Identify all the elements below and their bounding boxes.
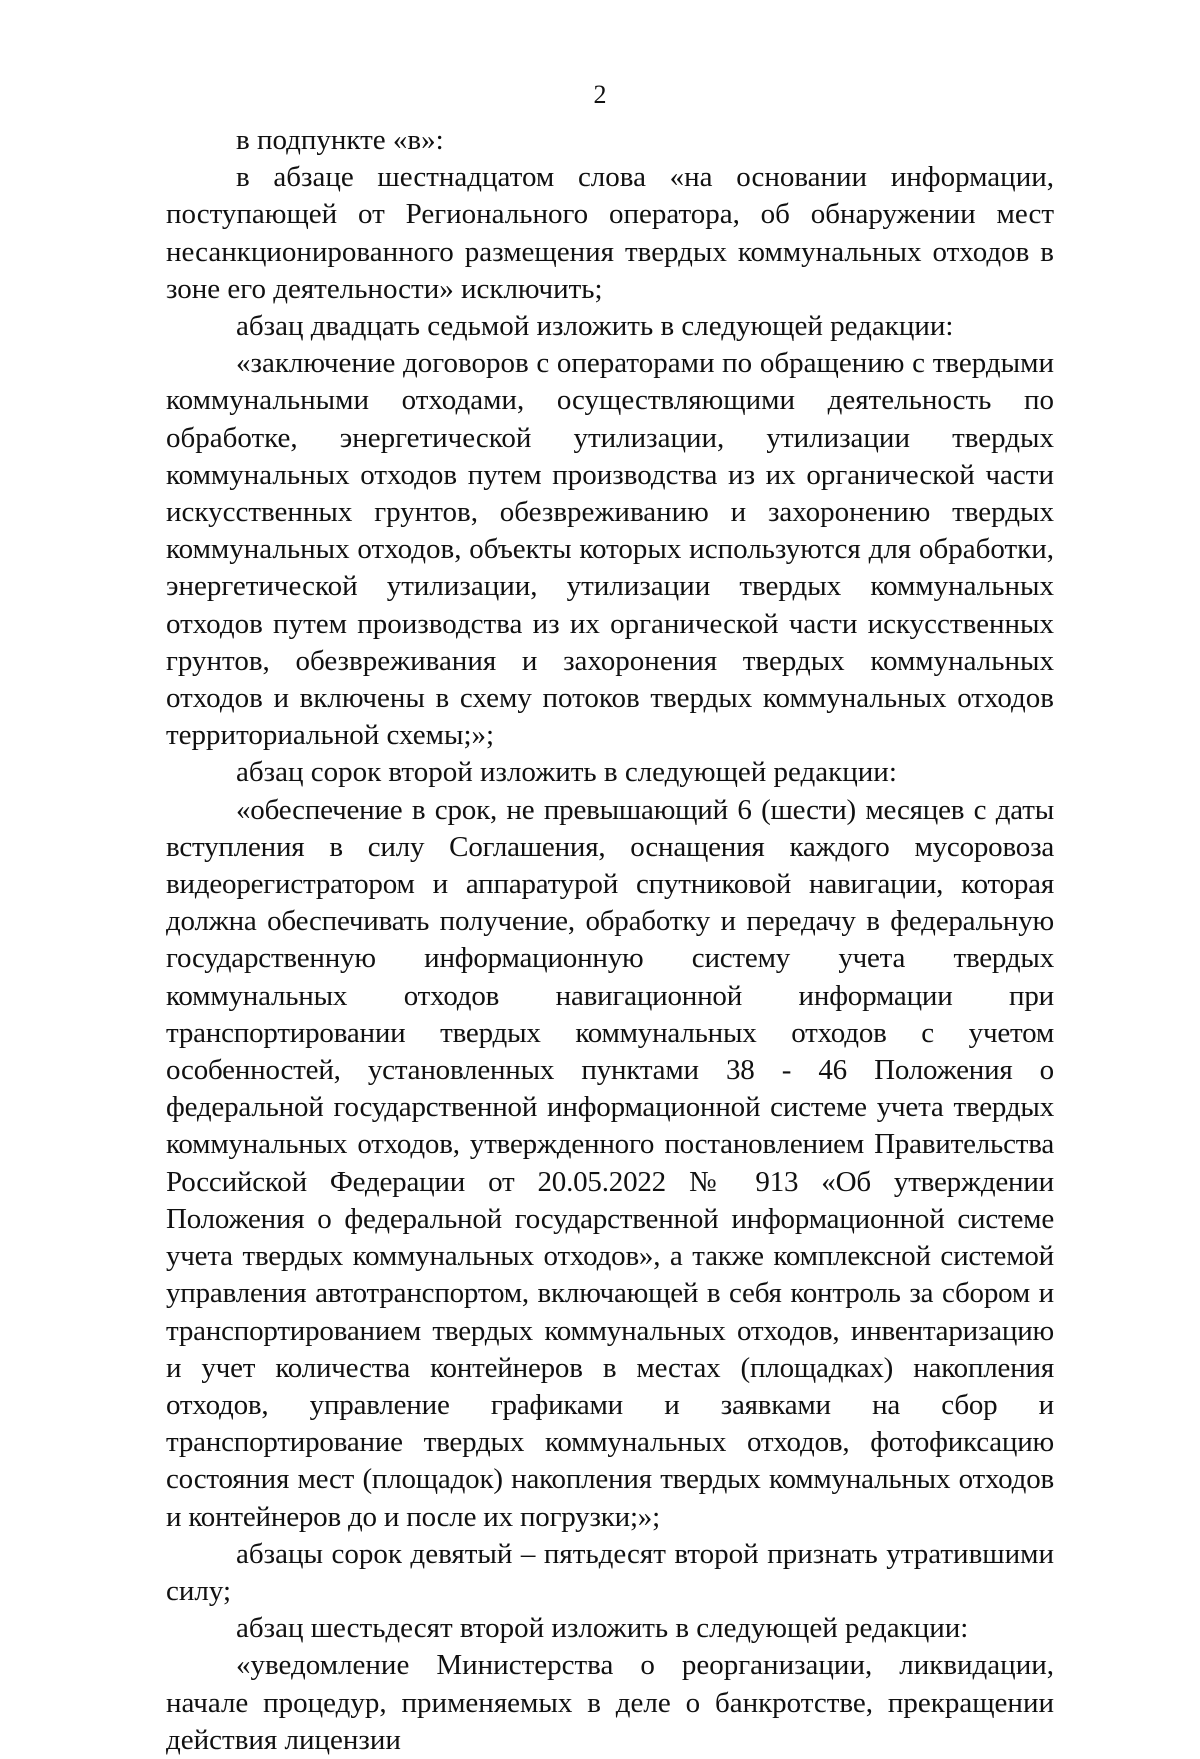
- paragraph-twenty-seventh-intro: абзац двадцать седьмой изложить в следующей редакции:: [236, 310, 954, 343]
- page-number: 2: [593, 80, 607, 109]
- document-body: [166, 122, 1054, 1759]
- paragraph-equipment-quote: «обеспечение в срок, не превышающий 6 (шести) месяцев с даты вступления в силу Соглашения, оснащения каждого мусоровоза видеорегистратором и аппаратурой спутниковой навигации, которая должна обеспечивать получение, обработку и передачу в федеральную государственную информационную систему учета твердых коммунальных отходов навигационной информации при транспортировании твердых коммунальных отходов с учетом особенностей, установленных пунктами 38 - 46 Положения о федеральной государственной информационной системе учета твердых коммунальных отходов, утвержденного постановлением Правительства Российской Федерации от 20.05.2022 № 913 «Об утверждении Положения о федеральной государственной информационной системе учета твердых коммунальных отходов», а также комплексной системой управления автотранспортом, включающей в себя контроль за сбором и транспортированием твердых коммунальных отходов, инвентаризацию и учет количества контейнеров в местах (площадках) накопления отходов, управление графиками и заявками на сбор и транспортирование твердых коммунальных отходов, фотофиксацию состояния мест (площадок) накопления твердых коммунальных отходов и контейнеров до и после их погрузки;»;: [166, 793, 1054, 1533]
- paragraph-sixteenth-abzac: в абзаце шестнадцатом слова «на основании информации, поступающей от Регионального оператора, об обнаружении мест несанкционированного размещения твердых коммунальных отходов в зоне его деятельности» исключить;: [166, 161, 1054, 305]
- paragraph-subpoint-v: в подпункте «в»:: [236, 124, 444, 156]
- paragraph-forty-second-intro: абзац сорок второй изложить в следующей редакции:: [236, 756, 897, 789]
- paragraph-contracts-quote: «заключение договоров с операторами по обращению с твердыми коммунальными отходами, осуществляющими деятельность по обработке, энергетической утилизации, утилизации твердых коммунальных отходов путем производства из их органической части искусственных грунтов, обезвреживанию и захоронению твердых коммунальных отходов, объекты которых используются для обработки, энергетической утилизации, утилизации твердых коммунальных отходов путем производства из их органической части искусственных грунтов, обезвреживания и захоронения твердых коммунальных отходов и включены в схему потоков твердых коммунальных отходов территориальной схемы;»;: [166, 347, 1054, 752]
- paragraph-sixty-second-intro: абзац шестьдесят второй изложить в следующей редакции:: [236, 1612, 969, 1645]
- paragraph-forty-ninth-void: абзацы сорок девятый – пятьдесят второй признать утратившими силу;: [166, 1537, 1054, 1607]
- paragraph-notification-quote: «уведомление Министерства о реорганизации, ликвидации, начале процедур, применяемых в деле о банкротстве, прекращении действия лицензии: [166, 1649, 1054, 1756]
